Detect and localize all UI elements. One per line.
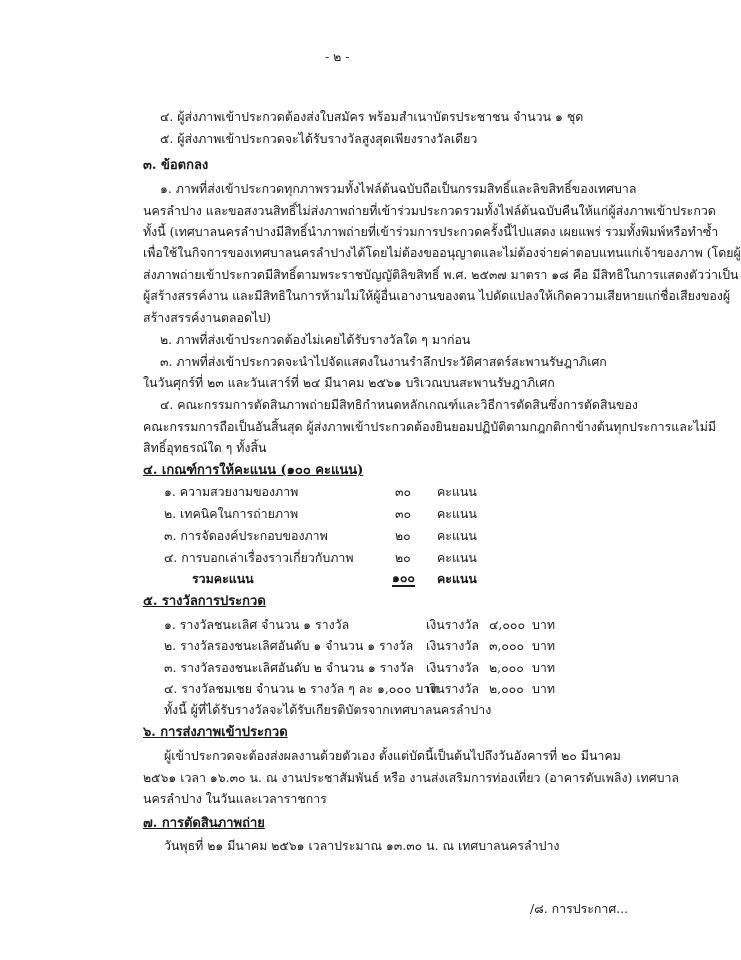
section-5-heading: ๕. รางวัลการประกวด	[143, 594, 266, 609]
score-item-label: ๑. ความสวยงามของภาพ	[164, 484, 299, 499]
section-6-heading: ๖. การส่งภาพเข้าประกวด	[143, 725, 288, 740]
award-item-amount: ๒,๐๐๐	[489, 660, 524, 675]
section-3-line: สร้างสรรค์งานตลอดไป)	[143, 310, 271, 325]
section-3-heading: ๓. ข้อตกลง	[143, 158, 209, 173]
section-6-line: ๒๕๖๑ เวลา ๑๖.๓๐ น. ณ งานประชาสัมพันธ์ หรือ งานส่งเสริมการท่องเที่ยว (อาคารดับเพลิง) เทศบาล	[143, 770, 680, 785]
section-3-line: ๑. ภาพที่ส่งเข้าประกวดทุกภาพรวมทั้งไฟล์ต้นฉบับถือเป็นกรรมสิทธิ์และลิขสิทธิ์ของเทศบาล	[160, 181, 637, 196]
award-item-currency: บาท	[532, 660, 555, 675]
award-item-label: ๒. รางวัลรองชนะเลิศอันดับ ๑ จำนวน ๑ รางวัล	[164, 638, 414, 653]
section-3-line: เพื่อใช้ในกิจการของเทศบาลนครลำปางได้โดยไม่ต้องขออนุญาตและไม่ต้องจ่ายค่าตอบแทนแก่เจ้าของภาพ (โดยผู้	[143, 245, 741, 260]
section-3-line: นครลำปาง และขอสงวนสิทธิ์ไม่ส่งภาพถ่ายที่เข้าร่วมประกวดรวมทั้งไฟล์ต้นฉบับคืนให้แก่ผู้ส่งภาพเข้าประกวด	[143, 203, 716, 218]
award-item-label: ๓. รางวัลรองชนะเลิศอันดับ ๒ จำนวน ๑ รางวัล	[164, 660, 414, 675]
item-2-5: ๕. ผู้ส่งภาพเข้าประกวดจะได้รับรางวัลสูงสุดเพียงรางวัลเดียว	[160, 131, 478, 146]
section-3-line: ในวันศุกร์ที่ ๒๓ และวันเสาร์ที่ ๒๔ มีนาคม ๒๕๖๑ บริเวณบนสะพานรัษฎาภิเศก	[143, 375, 555, 390]
score-item-points: ๒๐	[395, 550, 411, 565]
page-number: - ๒ -	[325, 49, 350, 64]
item-2-4: ๔. ผู้ส่งภาพเข้าประกวดต้องส่งใบสมัคร พร้อมสำเนาบัตรประชาชน จำนวน ๑ ชุด	[160, 109, 584, 124]
score-item-points: ๒๐	[395, 528, 411, 543]
score-total-points	[392, 569, 415, 587]
section-3-line: คณะกรรมการถือเป็นอันสิ้นสุด ผู้ส่งภาพเข้าประกวดต้องยินยอมปฏิบัติตามกฎกติกาข้างต้นทุกประการและไม่มี	[143, 419, 717, 434]
award-item-label: ๑. รางวัลชนะเลิศ จำนวน ๑ รางวัล	[164, 617, 350, 632]
award-item-currency: บาท	[532, 681, 555, 696]
score-item-unit: คะแนน	[437, 528, 477, 543]
award-item-label: ๔. รางวัลชมเชย จำนวน ๒ รางวัล ๆ ละ ๑,๐๐๐ บาท	[164, 681, 439, 696]
section-7-line: วันพุธที่ ๒๑ มีนาคม ๒๕๖๑ เวลาประมาณ ๑๓.๓๐ น. ณ เทศบาลนครลำปาง	[164, 838, 560, 853]
score-total-label: รวมคะแนน	[192, 571, 254, 586]
section-3-line: ๔. คณะกรรมการตัดสินภาพถ่ายมีสิทธิกำหนดหลักเกณฑ์และวิธีการตัดสินซึ่งการตัดสินของ	[160, 397, 638, 412]
score-item-unit: คะแนน	[437, 484, 477, 499]
award-item-prize: เงินรางวัล	[426, 617, 479, 632]
section-4-heading: ๔. เกณฑ์การให้คะแนน (๑๐๐ คะแนน)	[143, 463, 364, 478]
section-6-line: ผู้เข้าประกวดจะต้องส่งผลงานด้วยตัวเอง ตั้งแต่บัดนี้เป็นต้นไปถึงวันอังคารที่ ๒๐ มีนาคม	[164, 748, 621, 763]
award-item-prize: เงินรางวัล	[426, 660, 479, 675]
score-item-points: ๓๐	[395, 484, 412, 499]
score-item-unit: คะแนน	[437, 506, 477, 521]
award-item-amount: ๓,๐๐๐	[489, 638, 525, 653]
section-7-heading: ๗. การตัดสินภาพถ่าย	[143, 816, 265, 831]
section-3-line: ๒. ภาพที่ส่งเข้าประกวดต้องไม่เคยได้รับรางวัลใด ๆ มาก่อน	[160, 332, 471, 347]
section-3-line: ๓. ภาพที่ส่งเข้าประกวดจะนำไปจัดแสดงในงานรำลึกประวัติศาสตร์สะพานรัษฎาภิเศก	[160, 354, 607, 369]
section-6-line: นครลำปาง ในวันและเวลาราชการ	[143, 791, 327, 806]
section-3-line: สิทธิ์อุทธรณ์ใด ๆ ทั้งสิ้น	[143, 440, 267, 455]
section-3-line: ผู้สร้างสรรค์งาน และมีสิทธิในการห้ามไม่ให้ผู้อื่นเอางานของตน ไปดัดแปลงให้เกิดความเสียหายแก่ชื่อเสียงของผู้	[143, 288, 731, 303]
award-note: ทั้งนี้ ผู้ที่ได้รับรางวัลจะได้รับเกียรติบัตรจากเทศบาลนครลำปาง	[164, 702, 492, 717]
section-3-line: ส่งภาพถ่ายเข้าประกวดมีสิทธิ์ตามพระราชบัญญัติลิขสิทธิ์ พ.ศ. ๒๕๓๗ มาตรา ๑๘ คือ มีสิทธิในการแสดงตัวว่าเป็น	[143, 267, 739, 282]
score-item-unit: คะแนน	[437, 550, 477, 565]
award-item-amount: ๔,๐๐๐	[489, 617, 526, 632]
score-item-label: ๓. การจัดองค์ประกอบของภาพ	[164, 528, 328, 543]
award-item-prize: เงินรางวัล	[426, 681, 479, 696]
score-total-unit: คะแนน	[437, 571, 477, 586]
award-item-currency: บาท	[532, 638, 555, 653]
section-3-line: ทั้งนี้ (เทศบาลนครลำปางมีสิทธิ์นำภาพถ่ายที่เข้าร่วมการประกวดครั้งนี้ไปแสดง เผยแพร่ รวมทั้งพิมพ์หรือทำซ้ำ	[143, 224, 719, 239]
score-item-points: ๓๐	[395, 506, 412, 521]
score-total-value: ๑๐๐	[392, 570, 415, 585]
award-item-amount: ๒,๐๐๐	[489, 681, 524, 696]
continuation-note: /๘. การประกาศ...	[530, 901, 629, 916]
award-item-currency: บาท	[532, 617, 555, 632]
score-item-label: ๒. เทคนิคในการถ่ายภาพ	[164, 506, 299, 521]
score-item-label: ๔. การบอกเล่าเรื่องราวเกี่ยวกับภาพ	[164, 550, 354, 565]
award-item-prize: เงินรางวัล	[426, 638, 479, 653]
